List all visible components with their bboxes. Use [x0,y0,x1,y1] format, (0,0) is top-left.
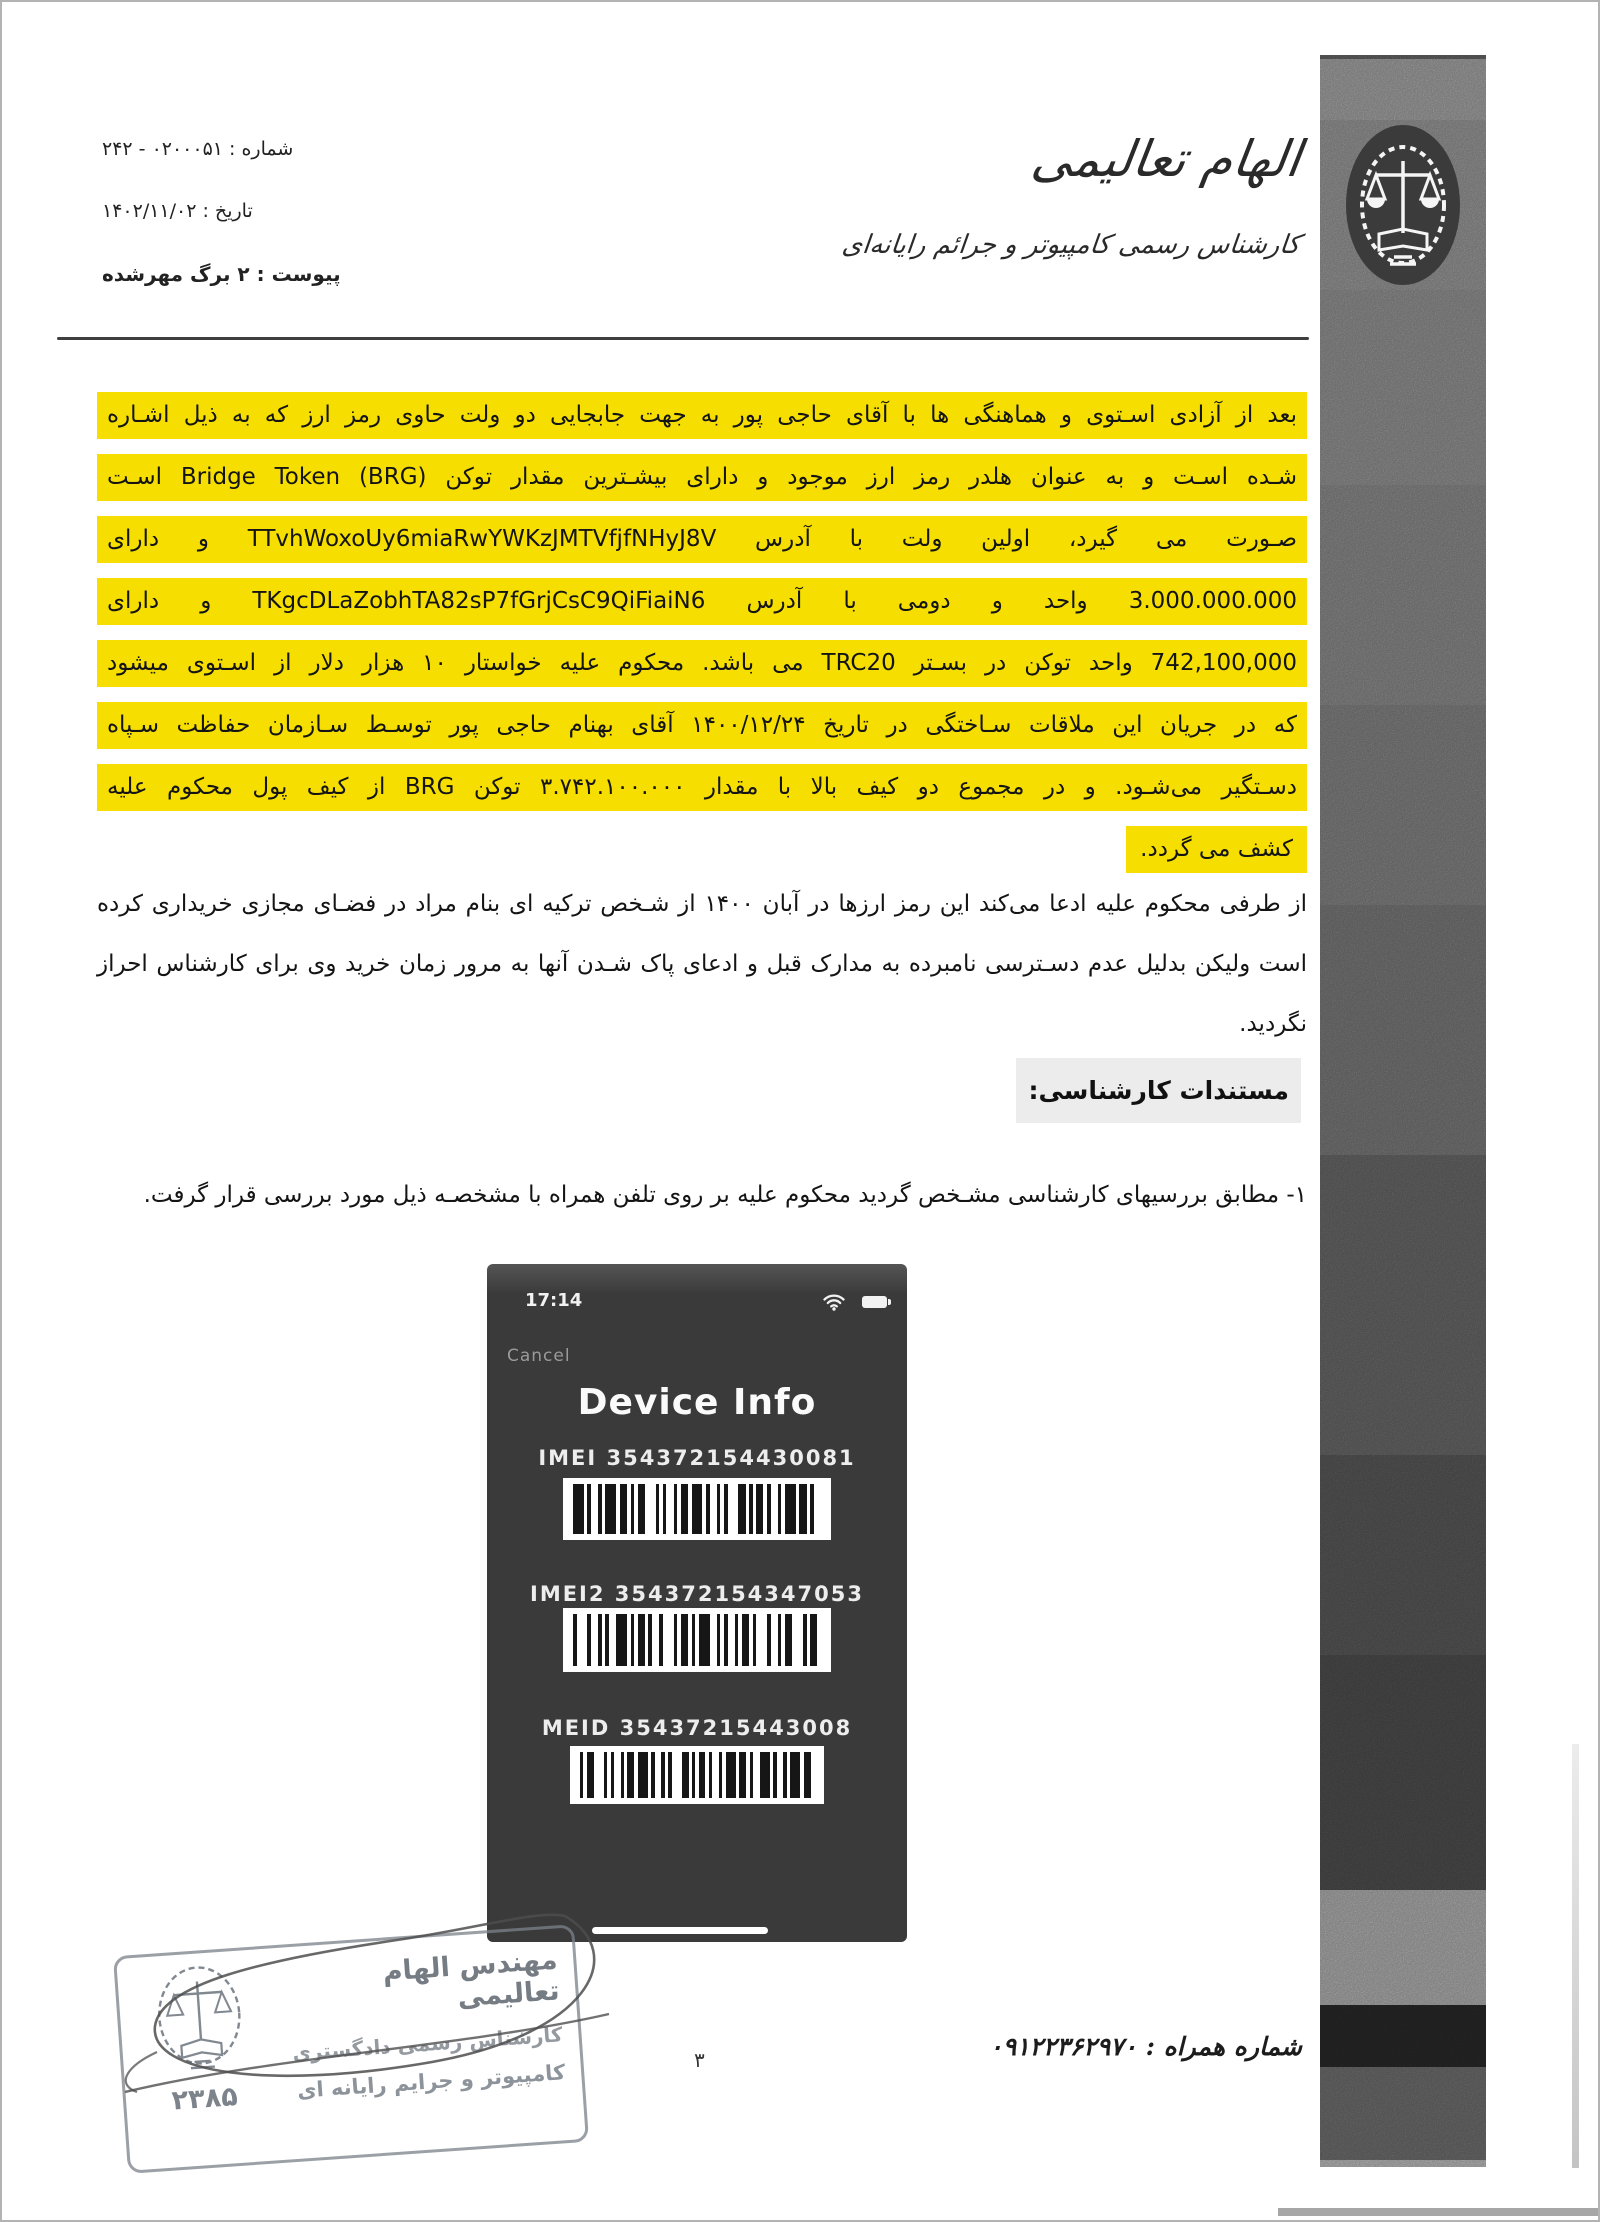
finding-item-1: ۱- مطابق بررسیهای کارشناسی مشـخص گردید محکوم علیه بر روی تلفن همراه با مشخصـه ذیل مورد بررسی قرار گرفت. [143,1182,1307,1208]
mobile-number: شماره همراه : ۰۹۱۲۲۳۶۲۹۷۰ [989,2032,1302,2061]
stamp-name: مهندس الهام تعالیمی [381,1944,561,2014]
imei-barcode [563,1478,831,1540]
highlight-line-2: شـده اسـت و به عنوان هلدر رمز ارز موجود و دارای بیشـترین مقدار توکن ‎Bridge Token (BRG)‎ اسـت [97,454,1307,501]
highlight-line-1: بعد از آزادی اسـتوی و هماهنگی ها با آقای حاجی پور به جهت جابجایی دو ولت حاوی رمز ارز که به ذیل اشـاره [97,392,1307,439]
justice-seal-icon [1340,117,1466,293]
section-heading-row [1016,1058,1301,1123]
highlight-line-8: کشف می گردد. [1126,826,1307,873]
letterhead-date: تاریخ : ۱۴۰۲/۱۱/۰۲ [102,200,253,222]
stamp-role: کارشناس رسمی دادگستری [291,2022,564,2066]
cancel-label: Cancel [507,1346,571,1366]
device-info-title: Device Info [577,1382,817,1423]
highlight-line-7: دسـتگیر می‌شـود. و در مجموع دو کیف بالا با مقدار ۳.۷۴۲.۱۰۰.۰۰۰ توکن BRG از کیف پول محکوم علیه [97,764,1307,811]
phone-screenshot [487,1264,907,1942]
stamp-field: کامپیوتر و جرایم رایانه ای [296,2060,566,2103]
scan-bottom-edge [1278,2208,1600,2216]
scan-edge-line [1572,1744,1579,2168]
meid-label: MEID 35437215443008 [541,1716,853,1740]
status-time: 17:14 [525,1290,583,1311]
wifi-icon [823,1294,845,1315]
highlighted-paragraph [97,392,1307,888]
highlight-line-6: که در جریان این ملاقات سـاختگی در تاریخ ۱۴۰۰/۱۲/۲۴ آقای بهنام حاجی پور توسـط سـازمان حفاظت سـپاه [97,702,1307,749]
letterhead-number: شماره : ۰۲۰۰۰۵۱ - ۲۴۲ [102,138,294,160]
meid-barcode [570,1746,824,1804]
highlight-line-4: 3.000.000.000 واحد و دومی با آدرس TKgcDLaZobhTA82sP7fGrjCsC9QiFiaiN6 و دارای [97,578,1307,625]
section-heading: مستندات کارشناسی: [1016,1058,1301,1123]
letterhead-attachment: پیوست : ۲ برگ مهرشده [102,262,341,286]
imei2-label: IMEI2 354372154347053 [530,1582,864,1606]
expert-title-calligraphy: کارشناس رسمی کامپیوتر و جرائم رایانه‌ای [840,230,1302,260]
stamp-number: ۲۳۸۵ [170,2081,239,2117]
highlight-line-3: صـورت می گیرد، اولین ولت با آدرس TTvhWoxoUy6miaRwYWKzJMTVfjfNHyJ8V و دارای [97,516,1307,563]
signature-scribble [97,1884,637,2124]
imei2-barcode [563,1608,831,1672]
scan-binding-strip [1320,55,1486,2167]
battery-icon [862,1296,887,1308]
expert-name-calligraphy: الهام تعالیمی [1027,130,1305,188]
highlight-line-5: 742,100,000 واحد توکن در بسـتر TRC20 می باشد. محکوم علیه خواستار ۱۰ هزار دلار از اسـتوی میشود [97,640,1307,687]
body-paragraph: از طرفی محکوم علیه ادعا می‌کند این رمز ارزها در آبان ۱۴۰۰ از شـخص ترکیه ای بنام مراد در فضـای مجازی خریداری کرده است ولیکن بدلیل عدم دسـترسی نامبرده به مدارک قبل و ادعای پاک شـدن آنها به مرور زمان خرید وی برای کارشناس احراز نگردید. [97,891,1307,1037]
scan-noise-texture [1320,55,1486,2167]
page-number: ۳ [694,2048,705,2072]
imei-label: IMEI 354372154430081 [538,1446,856,1470]
header-divider-rule [57,337,1309,340]
